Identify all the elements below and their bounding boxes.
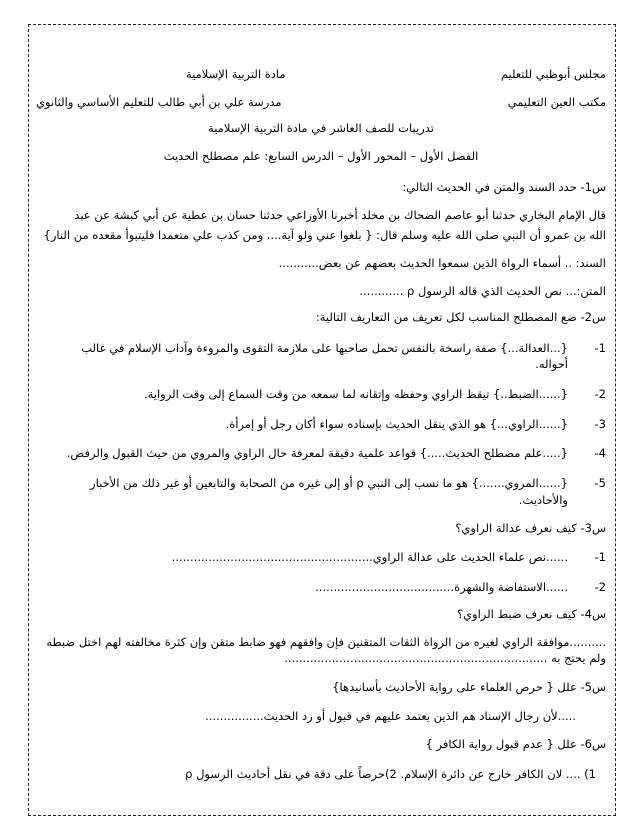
item-text: {......المروي.......} هو ما نسب إلى النبي ρ أو إلى غيره من الصحابة والتابعين أو غير ذلك من الأخبار [90,476,568,490]
q3-prompt: س3- كيف نعرف عدالة الراوي؟ [455,521,606,535]
q1-matn-answer: المتن:... نص الحديث الذي قاله الرسول ρ ............ [359,284,606,298]
q5-answer: .....لأن رجال الإسناد هم الذين يعتمد عليهم في قبول أو رد الحديث................ [205,709,576,723]
q2-item-4 [36,445,606,461]
q2-item-1 [36,340,606,356]
item-number: 1- [594,550,606,564]
office-name: مكتب العين التعليمي [507,95,606,109]
q2-item-2 [36,386,606,402]
q1-hadith-line-2: الله بن عمرو أن النبي صلى الله عليه وسلم قال: { بلغوا عني ولو آية.... ومن كذب علي متعمدا فليتبوأ مقعده من النار} [43,228,606,242]
q4-prompt: س4- كيف نعرف ضبط الراوي؟ [456,607,606,621]
q2-prompt: س2- ضع المصطلح المناسب لكل تعريف من التعاريف التالية: [315,310,606,324]
item-text: ......نص علماء الحديث على عدالة الراوي....................................................... [171,550,568,564]
item-number: 4- [594,446,606,460]
item-number: 2- [594,387,606,401]
q6-prompt: س6- علل { عدم قبول رواية الكافر } [425,737,606,751]
header-row-1 [36,66,606,82]
item-text: {.....علم مصطلح الحديث.....} قواعد علمية دقيقة لمعرفة حال الراوي والمروي من حيث القبول والرفض. [66,446,568,460]
item-text: ......الاستفاضة والشهرة...................................... [315,580,568,594]
item-number: 1- [594,341,606,355]
q6-answer: 1) .... لان الكافر خارج عن دائرة الإسلام. 2)حرصاً على دقة في نقل أحاديث الرسول ρ [185,767,596,781]
item-number: 2- [594,580,606,594]
lesson-title: الفصل الأول – المحور الأول – الدرس السابع: علم مصطلح الحديث [163,149,479,163]
q2-item-3 [36,416,606,432]
q3-item-1 [36,549,606,565]
q2-item-5-continued: والأحاديث. [518,493,568,507]
q4-answer-line-1: ..........موافقة الراوي لغيره من الرواة الثقات المتقنين فإن وافقهم فهو ضابط متقن وإن كثرة مخالفته لهم اختل ضبطه [46,635,606,649]
q1-prompt: س1- حدد السند والمتن في الحديث التالي: [402,180,606,194]
item-text: {...العدالة...} صفة راسخة بالنفس تحمل صاحبها على ملازمة التقوى والمروءة وآداب الإسلام في غالب [81,341,568,355]
q2-item-1-continued: أحواله. [535,357,568,371]
q5-prompt: س5- علل { حرص العلماء على رواية الأحاديث بأسانيدها} [332,680,606,694]
q1-sanad-answer: السند: .. أسماء الرواة الذين سمعوا الحديث بعضهم عن بعض........... [278,256,606,270]
q2-item-5 [36,475,606,491]
worksheet-title: تدريبات للصف العاشر في مادة التربية الإسلامية [208,121,434,135]
item-number: 5- [594,476,606,490]
item-text: {......الضبط..} تيقظ الراوي وحفظه وإتقانه لما سمعه من وقت السماع إلى وقت الرواية. [143,387,568,401]
council-name: مجلس أبوظبي للتعليم [500,67,606,81]
q4-answer-line-2: ولم يحتج به ........................................................................ [284,651,606,665]
subject-name: مادة التربية الإسلامية [186,67,286,81]
q1-hadith-line-1: قال الإمام البخاري حدثنا أبو عاصم الضحاك بن مخلد أخبرنا الأوزاعي حدثنا حسان بن عطية عن أبي كبشة عن عبد [74,208,606,222]
school-name: مدرسة علي بن أبي طالب للتعليم الأساسي والثانوي [36,95,282,109]
q3-item-2 [36,579,606,595]
header-row-2 [36,94,606,110]
item-number: 3- [594,417,606,431]
item-text: {......الراوي...} هو الذي ينقل الحديث بإسناده سواء أكان رجل أو إمرأة. [225,417,568,431]
